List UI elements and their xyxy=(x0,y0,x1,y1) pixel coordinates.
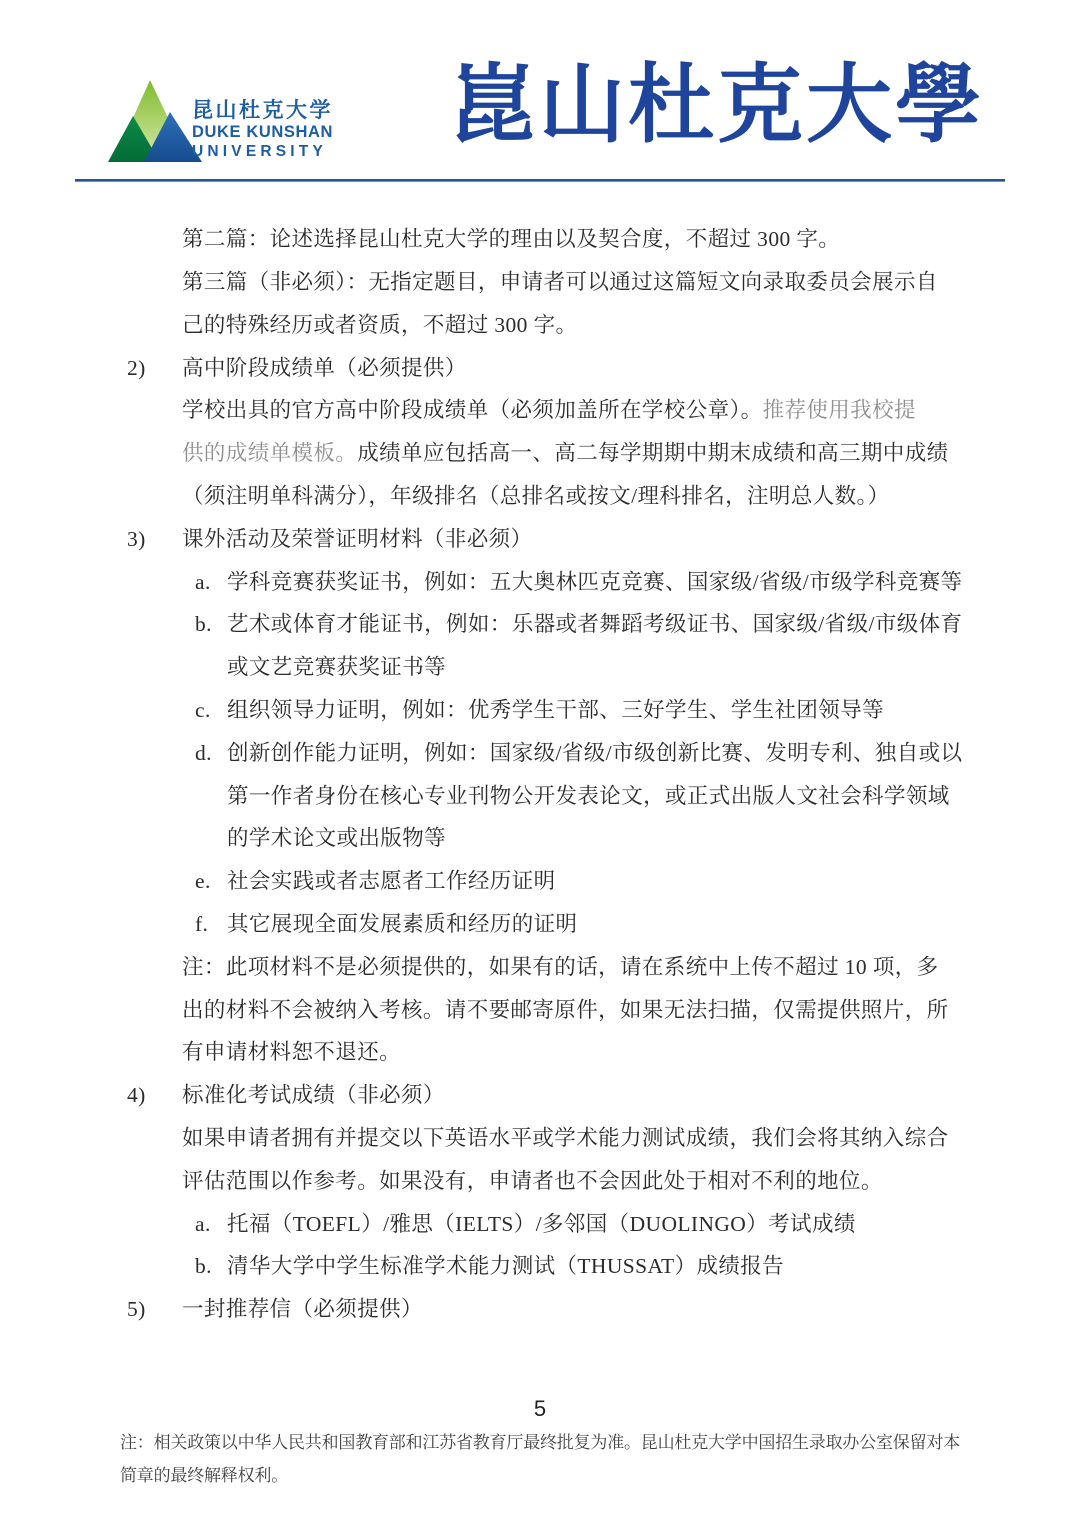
list-marker: 5) xyxy=(127,1297,146,1321)
logo-english-name-line2: UNIVERSITY xyxy=(192,143,328,160)
text-line: 第二篇：论述选择昆山杜克大学的理由以及契合度，不超过 300 字。 xyxy=(182,227,841,251)
list-item-line: 3) 课外活动及荣誉证明材料（非必须） xyxy=(127,518,532,561)
calligraphy-title: 崑山杜克大學 xyxy=(450,54,984,155)
text-line: 出的材料不会被纳入考核。请不要邮寄原件，如果无法扫描，仅需提供照片，所 xyxy=(182,998,949,1022)
sub-list-item-line: f. 其它展现全面发展素质和经历的证明 xyxy=(195,903,577,946)
text-line: （须注明单科满分），年级排名（总排名或按文/理科排名，注明总人数。） xyxy=(182,484,890,508)
list-item-line: 2) 高中阶段成绩单（必须提供） xyxy=(127,347,467,390)
list-marker: 2) xyxy=(127,356,146,380)
text-line: 己的特殊经历或者资质，不超过 300 字。 xyxy=(182,313,578,337)
list-marker: c. xyxy=(195,698,211,722)
sub-list-item-line: c. 组织领导力证明，例如：优秀学生干部、三好学生、学生社团领导等 xyxy=(195,689,884,732)
footer-note-line: 注：相关政策以中华人民共和国教育部和江苏省教育厅最终批复为准。昆山杜克大学中国招生录取办公室保留对本 xyxy=(120,1433,960,1452)
sub-list-item-line: e. 社会实践或者志愿者工作经历证明 xyxy=(195,860,556,903)
text-line: 或文艺竞赛获奖证书等 xyxy=(227,655,447,679)
header-divider xyxy=(75,179,1005,182)
list-marker: b. xyxy=(195,1254,212,1278)
text-line: 的学术论文或出版物等 xyxy=(227,826,447,850)
footer-note-line: 简章的最终解释权利。 xyxy=(120,1466,288,1485)
page-number: 5 xyxy=(533,1396,547,1421)
text-line: 有申请材料恕不退还。 xyxy=(182,1040,402,1064)
highlighted-gray-text: 推荐使用我校提 xyxy=(762,398,916,422)
highlighted-gray-text: 供的成绩单模板。 xyxy=(182,441,358,465)
list-marker: d. xyxy=(195,741,212,765)
list-marker: e. xyxy=(195,869,211,893)
logo-chinese-name: 昆山杜克大学 xyxy=(192,99,333,122)
text-line: 第一作者身份在核心专业刊物公开发表论文，或正式出版人文社会科学领域 xyxy=(227,784,950,808)
list-marker: 3) xyxy=(127,527,146,551)
list-marker: 4) xyxy=(127,1083,146,1107)
sub-list-item-line: b. 清华大学中学生标准学术能力测试（THUSSAT）成绩报告 xyxy=(195,1245,784,1288)
sub-list-item-line: a. 学科竞赛获奖证书，例如：五大奥林匹克竞赛、国家级/省级/市级学科竞赛等 xyxy=(195,561,962,604)
list-marker: b. xyxy=(195,612,212,636)
dku-logo-textblock xyxy=(192,99,333,161)
list-marker: a. xyxy=(195,570,211,594)
text-line: 第三篇（非必须）：无指定题目，申请者可以通过这篇短文向录取委员会展示自 xyxy=(182,270,938,294)
logo-english-name-line1: DUKE KUNSHAN xyxy=(192,123,334,141)
list-marker: a. xyxy=(195,1212,211,1236)
list-item-line: 5) 一封推荐信（必须提供） xyxy=(127,1288,423,1331)
sub-list-item-line: b. 艺术或体育才能证书，例如：乐器或者舞蹈考级证书、国家级/省级/市级体育 xyxy=(195,603,962,646)
text-line: 供的成绩单模板。成绩单应包括高一、高二每学期期中期末成绩和高三期中成绩 xyxy=(182,441,949,465)
text-line: 评估范围以作参考。如果没有，申请者也不会因此处于相对不利的地位。 xyxy=(182,1169,883,1193)
list-item-line: 4) 标准化考试成绩（非必须） xyxy=(127,1074,445,1117)
text-line: 学校出具的官方高中阶段成绩单（必须加盖所在学校公章）。推荐使用我校提 xyxy=(182,398,916,422)
text-line: 注：此项材料不是必须提供的，如果有的话，请在系统中上传不超过 10 项，多 xyxy=(182,955,939,979)
text-line: 如果申请者拥有并提交以下英语水平或学术能力测试成绩，我们会将其纳入综合 xyxy=(182,1126,949,1150)
sub-list-item-line: d. 创新创作能力证明，例如：国家级/省级/市级创新比赛、发明专利、独自或以 xyxy=(195,732,962,775)
sub-list-item-line: a. 托福（TOEFL）/雅思（IELTS）/多邻国（DUOLINGO）考试成绩 xyxy=(195,1203,856,1246)
list-marker: f. xyxy=(195,912,209,936)
dku-logo-mountains-icon xyxy=(106,76,206,171)
